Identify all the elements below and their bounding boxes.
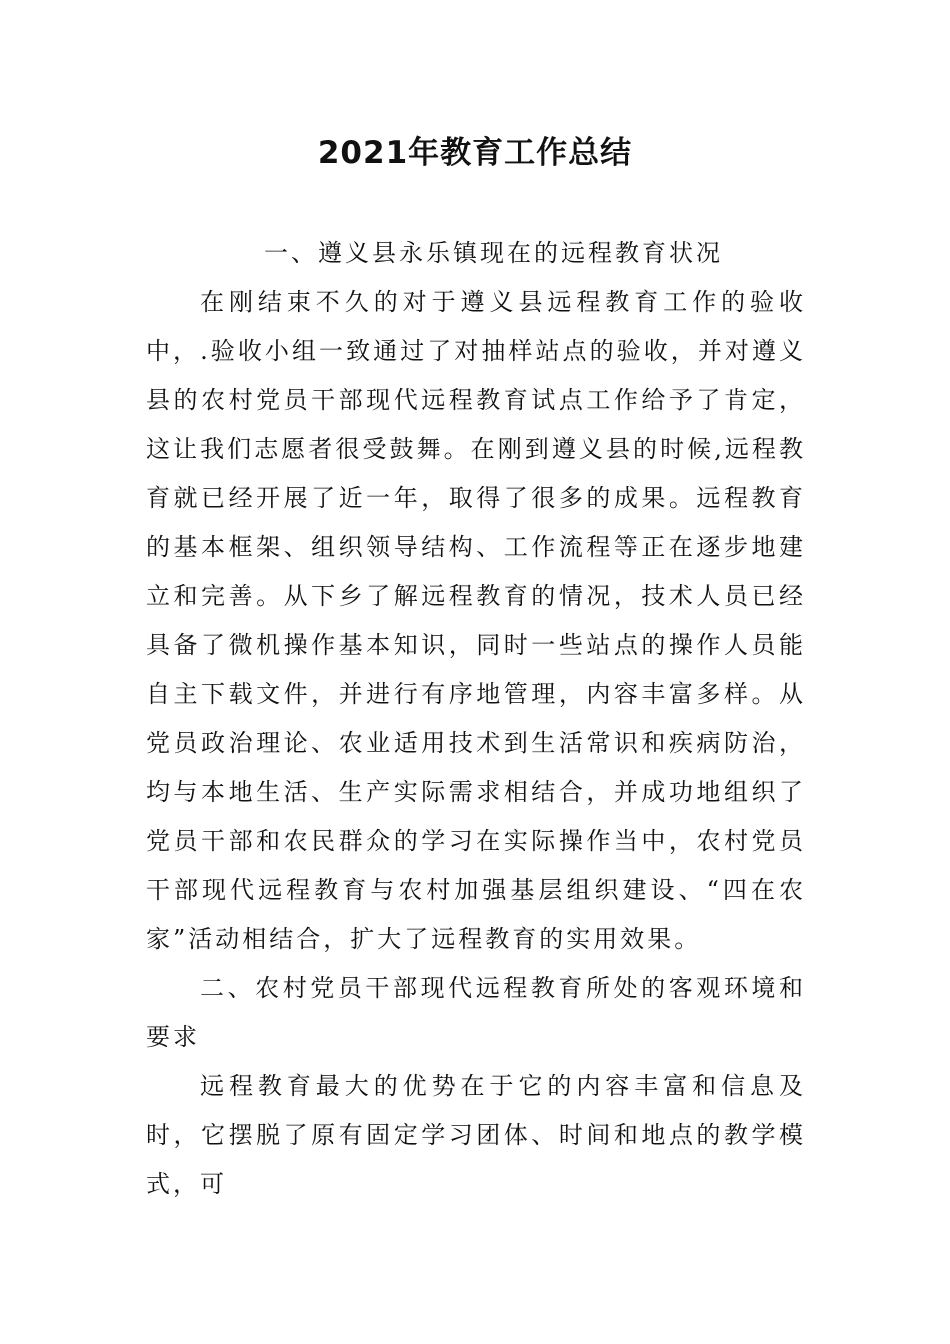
- document-title: 2021年教育工作总结: [317, 135, 633, 171]
- document-body: [146, 229, 806, 1209]
- section-heading-2: 二、农村党员干部现代远程教育所处的客观环境和要求: [146, 974, 806, 1051]
- section-heading-1: 一、遵义县永乐镇现在的远程教育状况: [264, 239, 723, 267]
- body-paragraph-2: 远程教育最大的优势在于它的内容丰富和信息及时，它摆脱了原有固定学习团体、时间和地点的教学模式，可: [146, 1072, 806, 1198]
- body-paragraph-1: 在刚结束不久的对于遵义县远程教育工作的验收中，.验收小组一致通过了对抽样站点的验收，并对遵义县的农村党员干部现代远程教育试点工作给予了肯定，这让我们志愿者很受鼓舞。在刚到遵义县的时候,远程教育就已经开展了近一年，取得了很多的成果。远程教育的基本框架、组织领导结构、工作流程等正在逐步地建立和完善。从下乡了解远程教育的情况，技术人员已经具备了微机操作基本知识，同时一些站点的操作人员能自主下载文件，并进行有序地管理，内容丰富多样。从党员政治理论、农业适用技术到生活常识和疾病防治，均与本地生活、生产实际需求相结合，并成功地组织了党员干部和农民群众的学习在实际操作当中，农村党员干部现代远程教育与农村加强基层组织建设、“四在农家”活动相结合，扩大了远程教育的实用效果。: [146, 288, 806, 953]
